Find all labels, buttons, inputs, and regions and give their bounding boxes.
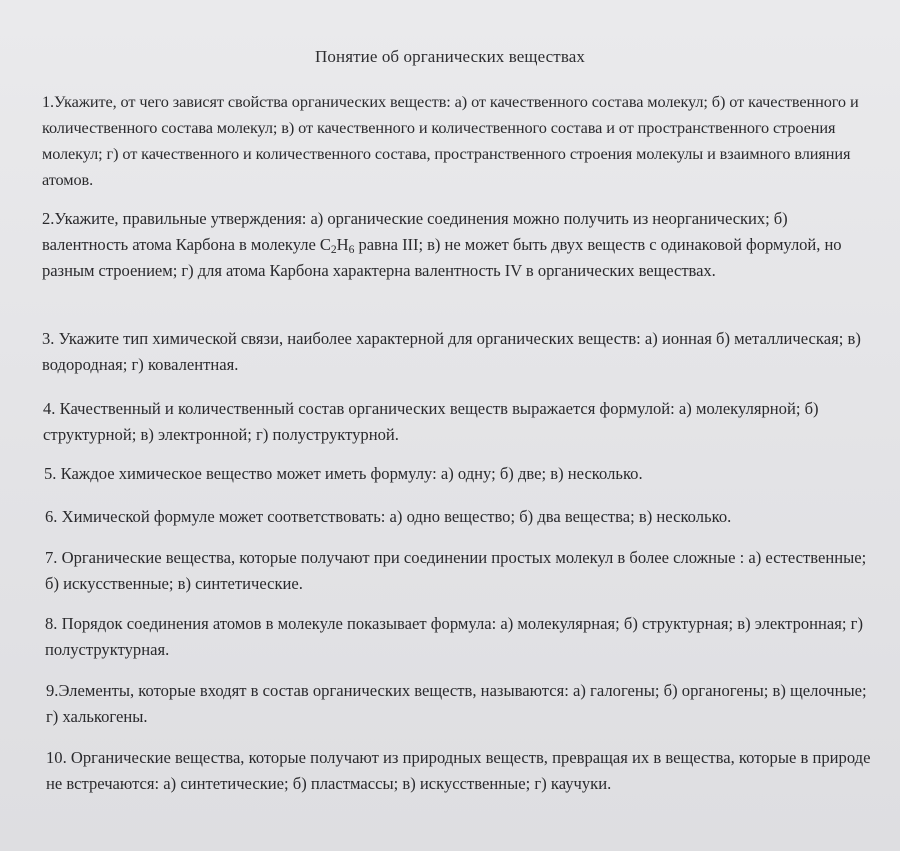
question-3: 3. Укажите тип химической связи, наиболее характерной для органических веществ: а) ионная б) металлическая; в) водородная; г) ковалентная.	[42, 329, 861, 374]
question-7: 7. Органические вещества, которые получают при соединении простых молекул в более сложные : а) естественные; б) искусственные; в) синтетические.	[45, 548, 867, 593]
question-2-text-after: равна III; в) не может быть двух веществ с одинаковой формулой, но разным строением; г) для атома Карбона характерна валентность IV в органических веществах.	[42, 235, 842, 280]
question-4: 4. Качественный и количественный состав органических веществ выражается формулой: а) молекулярной; б) структурной; в) электронной; г) полуструктурной.	[43, 399, 819, 444]
question-1: 1.Укажите, от чего зависят свойства органических веществ: а) от качественного состава молекул; б) от качественного и количественного состава молекул; в) от качественного и количественного состава и от пространственного строения молекул; г) от качественного и количественного состава, пространственного строения молекулы и взаимного влияния атомов.	[42, 92, 859, 189]
formula-c-subscript: 2	[330, 243, 337, 256]
document-title: Понятие об органических веществах	[315, 47, 585, 66]
question-2-text-before: 2.Укажите, правильные утверждения: а) органические соединения можно получить из неорганических; б) валентность атома Карбона в молекуле	[42, 209, 788, 254]
question-2	[42, 206, 872, 284]
question-5: 5. Каждое химическое вещество может иметь формулу: а) одну; б) две; в) несколько.	[44, 464, 643, 483]
formula-h: H	[336, 235, 349, 254]
question-8: 8. Порядок соединения атомов в молекуле показывает формула: а) молекулярная; б) структурная; в) электронная; г) полуструктурная.	[45, 614, 864, 659]
question-9: 9.Элементы, которые входят в состав органических веществ, называются: а) галогены; б) органогены; в) щелочные; г) халькогены.	[46, 681, 867, 726]
question-10: 10. Органические вещества, которые получают из природных веществ, превращая их в вещества, которые в природе не встречаются: а) синтетические; б) пластмассы; в) искусственные; г) каучуки.	[46, 748, 871, 793]
question-6: 6. Химической формуле может соответствовать: а) одно вещество; б) два вещества; в) несколько.	[45, 507, 732, 526]
formula-c: C	[319, 235, 331, 254]
formula-h-subscript: 6	[348, 243, 355, 256]
